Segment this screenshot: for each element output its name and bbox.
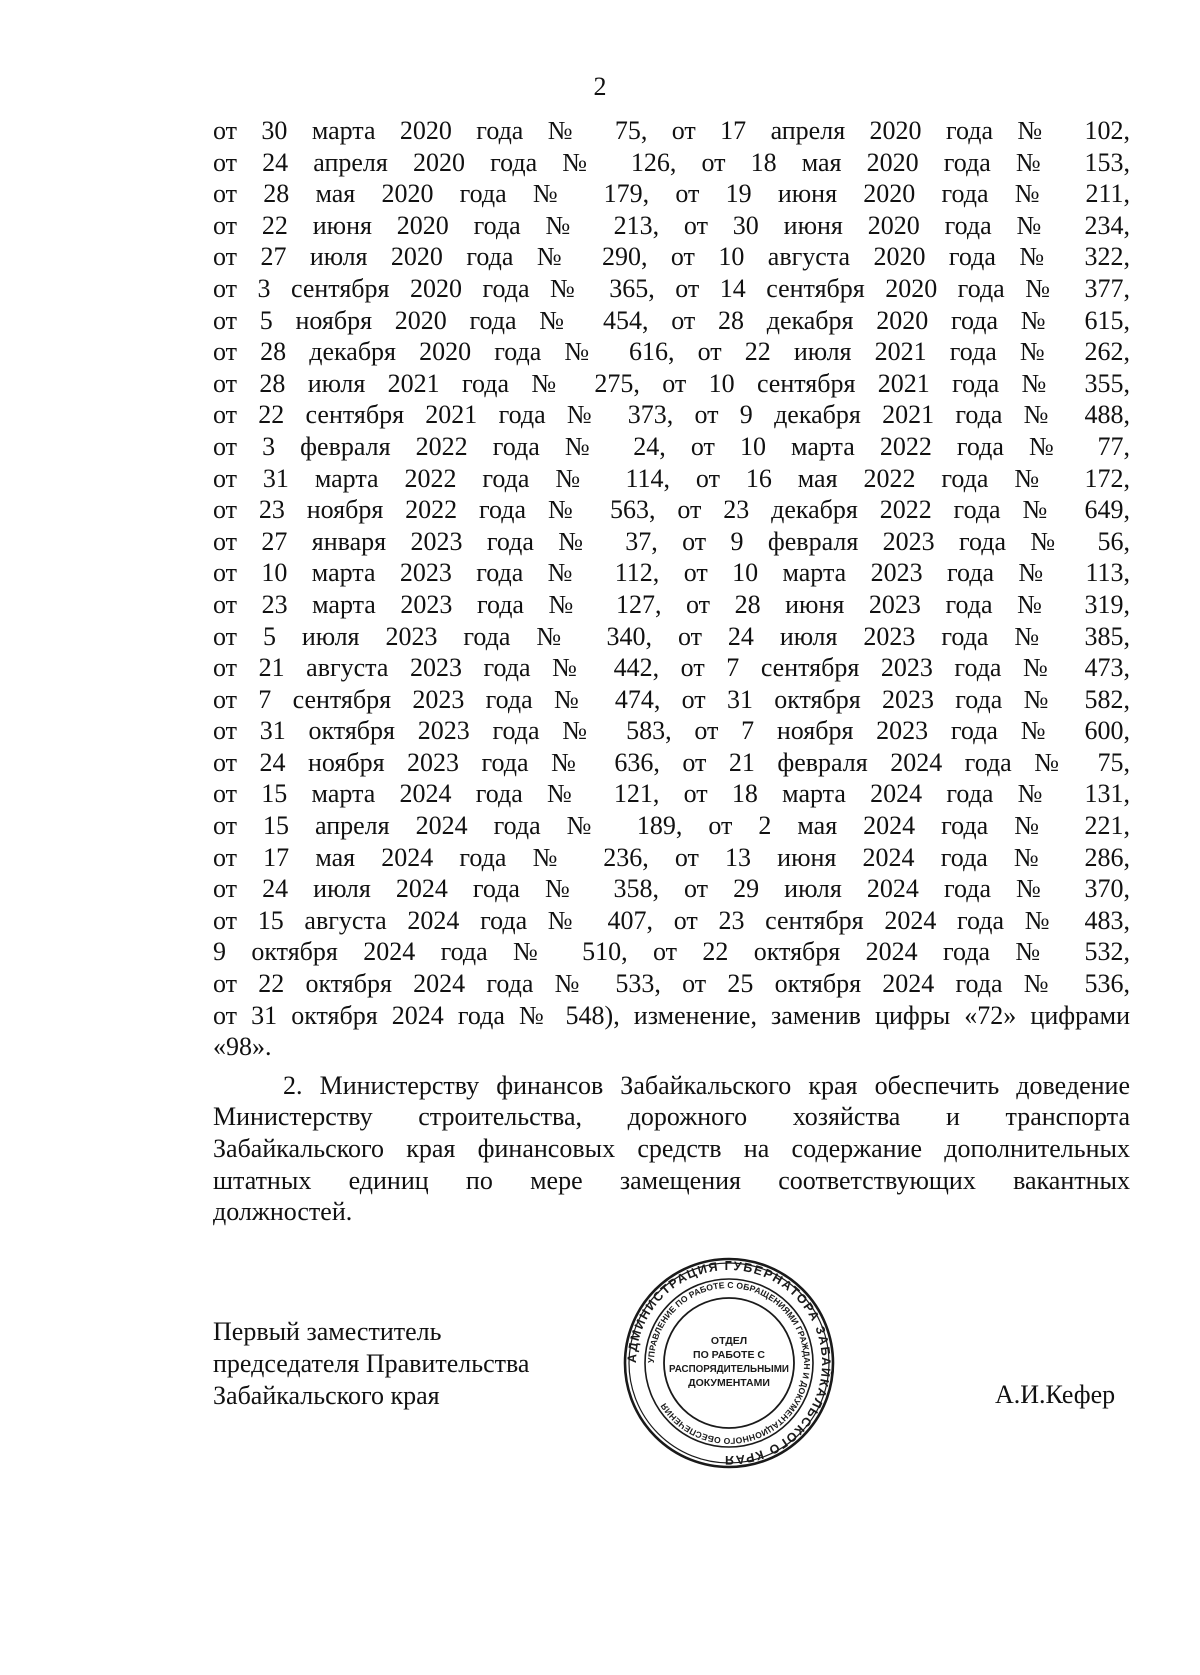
text-line: от 5 ноября 2020 года № 454, от 28 декабря 2020 года № 615,	[213, 305, 1130, 335]
text-line: от 27 июля 2020 года № 290, от 10 августа 2020 года № 322,	[213, 242, 1130, 272]
text-line: от 31 октября 2023 года № 583, от 7 ноября 2023 года № 600,	[213, 716, 1130, 746]
text-line: от 22 июня 2020 года № 213, от 30 июня 2020 года № 234,	[213, 210, 1130, 240]
signatory-name: А.И.Кефер	[995, 1380, 1116, 1409]
text-line: от 28 мая 2020 года № 179, от 19 июня 2020 года № 211,	[213, 179, 1130, 209]
text-line: от 28 декабря 2020 года № 616, от 22 июля 2021 года № 262,	[213, 337, 1130, 367]
text-line: от 15 марта 2024 года № 121, от 18 марта 2024 года № 131,	[213, 779, 1130, 809]
text-line: от 17 мая 2024 года № 236, от 13 июня 2024 года № 286,	[213, 842, 1130, 872]
stamp-center-line: ПО РАБОТЕ С	[693, 1349, 765, 1361]
official-stamp	[622, 1256, 836, 1470]
text-line: «98».	[213, 1032, 272, 1062]
text-line: от 24 ноября 2023 года № 636, от 21 февраля 2024 года № 75,	[213, 747, 1130, 777]
text-line: от 22 октября 2024 года № 533, от 25 октября 2024 года № 536,	[213, 969, 1130, 999]
document-body	[213, 115, 1130, 1228]
position-line: Забайкальского края	[213, 1381, 440, 1410]
text-line: от 15 августа 2024 года № 407, от 23 сентября 2024 года № 483,	[213, 905, 1130, 935]
text-line: от 24 июля 2024 года № 358, от 29 июля 2024 года № 370,	[213, 874, 1130, 904]
position-line: председателя Правительства	[213, 1349, 530, 1378]
stamp-inner-text: УПРАВЛЕНИЕ ПО РАБОТЕ С ОБРАЩЕНИЯМИ ГРАЖДАН И ДОКУМЕНТАЦИОННОГО ОБЕСПЕЧЕНИЯ	[645, 1279, 813, 1447]
text-line: от 30 марта 2020 года № 75, от 17 апреля 2020 года № 102,	[213, 116, 1130, 145]
text-line: от 15 апреля 2024 года № 189, от 2 мая 2024 года № 221,	[213, 811, 1130, 841]
text-line: Министерству строительства, дорожного хозяйства и транспорта	[213, 1102, 1130, 1132]
position-line: Первый заместитель	[213, 1317, 442, 1346]
stamp-center-line: РАСПОРЯДИТЕЛЬНЫМИ	[669, 1364, 789, 1375]
stamp-center-line: ОТДЕЛ	[710, 1335, 748, 1347]
text-line: от 31 октября 2024 года № 548), изменение, заменив цифры «72» цифрами	[213, 1000, 1130, 1030]
stamp-center-line: ДОКУМЕНТАМИ	[688, 1377, 770, 1389]
paragraph-1	[213, 115, 1130, 1063]
text-line: 2. Министерству финансов Забайкальского края обеспечить доведение	[283, 1070, 1130, 1100]
signatory-position	[213, 1316, 529, 1412]
text-line: от 21 августа 2023 года № 442, от 7 сентября 2023 года № 473,	[213, 653, 1130, 683]
paragraph-2	[213, 1070, 1130, 1228]
text-line: от 22 сентября 2021 года № 373, от 9 декабря 2021 года № 488,	[213, 400, 1130, 430]
text-line: от 5 июля 2023 года № 340, от 24 июля 2023 года № 385,	[213, 621, 1130, 651]
text-line: от 3 сентября 2020 года № 365, от 14 сентября 2020 года № 377,	[213, 273, 1130, 303]
text-line: от 7 сентября 2023 года № 474, от 31 октября 2023 года № 582,	[213, 684, 1130, 714]
stamp-outer-text: АДМИНИСТРАЦИЯ ГУБЕРНАТОРА ЗАБАЙКАЛЬСКОГО КРАЯ	[624, 1258, 834, 1468]
text-line: от 24 апреля 2020 года № 126, от 18 мая 2020 года № 153,	[213, 147, 1130, 177]
text-line: Забайкальского края финансовых средств на содержание дополнительных	[213, 1134, 1130, 1163]
text-line: от 23 ноября 2022 года № 563, от 23 декабря 2022 года № 649,	[213, 495, 1130, 525]
text-line: от 28 июля 2021 года № 275, от 10 сентября 2021 года № 355,	[213, 368, 1130, 398]
text-line: должностей.	[213, 1197, 353, 1227]
text-line: от 31 марта 2022 года № 114, от 16 мая 2022 года № 172,	[213, 463, 1130, 493]
svg-text:УПРАВЛЕНИЕ ПО РАБОТЕ С ОБРАЩЕН	[646, 1280, 812, 1446]
text-line: от 10 марта 2023 года № 112, от 10 марта 2023 года № 113,	[213, 558, 1130, 588]
text-line: от 27 января 2023 года № 37, от 9 февраля 2023 года № 56,	[213, 526, 1130, 556]
page-number: 2	[593, 72, 607, 101]
text-line: штатных единиц по мере замещения соответствующих вакантных	[213, 1165, 1130, 1195]
text-line: 9 октября 2024 года № 510, от 22 октября 2024 года № 532,	[213, 937, 1130, 967]
text-line: от 23 марта 2023 года № 127, от 28 июня 2023 года № 319,	[213, 589, 1130, 619]
text-line: от 3 февраля 2022 года № 24, от 10 марта 2022 года № 77,	[213, 431, 1130, 461]
